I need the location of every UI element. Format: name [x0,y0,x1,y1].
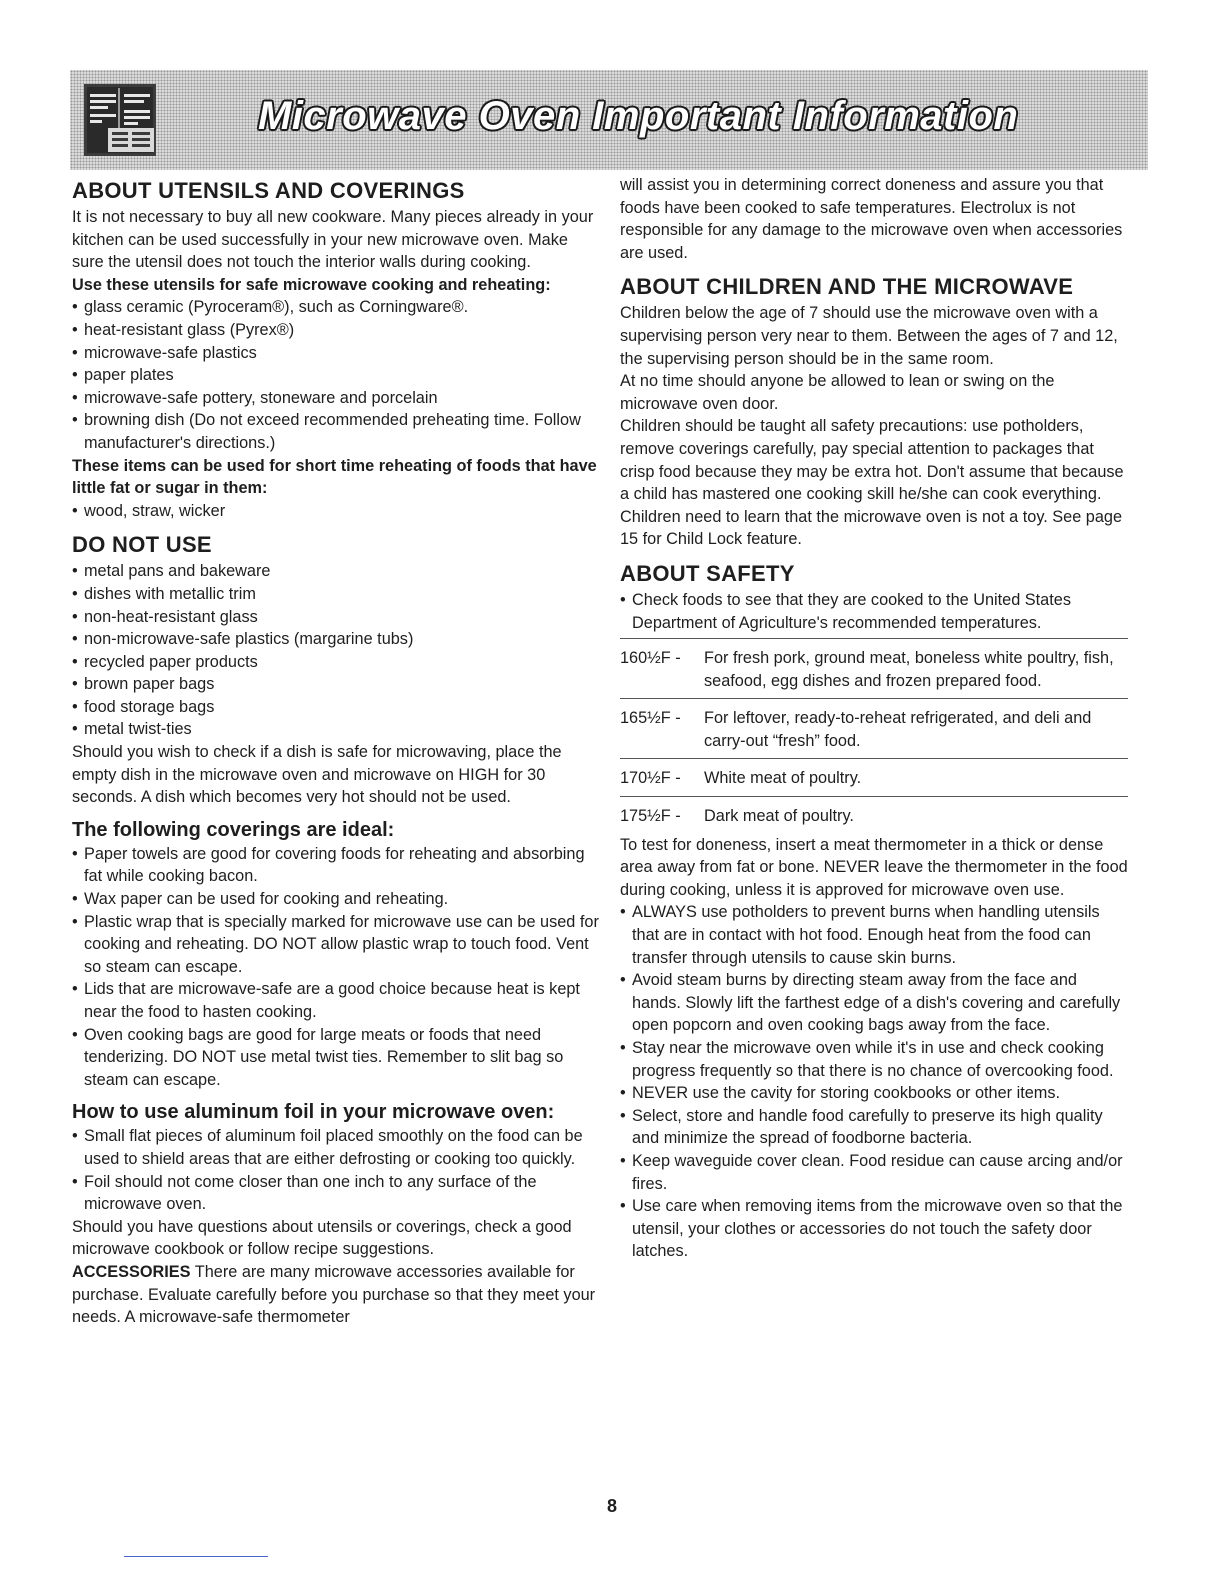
list-item: • brown paper bags [72,673,600,696]
list-item: • Lids that are microwave-safe are a good choice because heat is kept near the food to hasten cooking. [72,978,600,1023]
children-paragraph: Children need to learn that the microwave oven is not a toy. See page 15 for Child Lock feature. [620,507,1123,549]
children-heading: ABOUT CHILDREN AND THE MICROWAVE [620,274,1074,300]
accessories-continued: will assist you in determining correct doneness and assure you that foods have been cooked to safe temperatures. Electrolux is not responsible for any damage to the microwave oven when accessories are used. [620,176,1123,262]
children-paragraph: Children below the age of 7 should use the microwave oven with a supervising person very near to them. Between the ages of 7 and 12, the supervising person should be in the same room. [620,304,1118,368]
page-title: Microwave Oven Important Information [258,94,1019,138]
header-banner [70,70,1148,170]
list-item: • Small flat pieces of aluminum foil placed smoothly on the food can be used to shield areas that are either defrosting or cooking too quickly. [72,1125,600,1170]
list-item: • Stay near the microwave oven while it's in use and check cooking progress frequently so that there is no chance of overcooking food. [620,1037,1128,1082]
list-item: • microwave-safe pottery, stoneware and porcelain [72,387,600,410]
list-item: • food storage bags [72,696,600,719]
foil-list [72,1125,600,1215]
safety-heading: ABOUT SAFETY [620,560,795,586]
list-item: • glass ceramic (Pyroceram®), such as Corningware®. [72,296,600,319]
temperature-description: For leftover, ready-to-reheat refrigerated, and deli and carry-out “fresh” food. [704,709,1092,750]
temperature-description: Dark meat of poultry. [704,807,854,826]
list-item: • Keep waveguide cover clean. Food residue can cause arcing and/or fires. [620,1150,1128,1195]
list-item: • Check foods to see that they are cooked to the United States Department of Agriculture's recommended temperatures. [620,589,1128,634]
list-item: • Use care when removing items from the microwave oven so that the utensil, your clothes or accessories do not touch the safety door latches. [620,1195,1128,1263]
book-pages-icon [84,84,156,156]
list-item: • recycled paper products [72,651,600,674]
list-item: • metal twist-ties [72,718,600,741]
temperature-description: For fresh pork, ground meat, boneless white poultry, fish, seafood, egg dishes and frozen prepared food. [704,649,1114,690]
safety-intro-list [620,589,1128,634]
list-item: • browning dish (Do not exceed recommended preheating time. Follow manufacturer's directions.) [72,409,600,454]
left-column [72,174,600,1329]
list-item: • Oven cooking bags are good for large meats or foods that need tenderizing. DO NOT use metal twist ties. Remember to slit bag so steam can escape. [72,1024,600,1092]
do-not-use-heading: DO NOT USE [72,532,212,558]
temperature-value: 165½F - [620,709,681,728]
table-row [620,759,1128,797]
coverings-heading: The following coverings are ideal: [72,818,395,841]
safe-utensils-list [72,296,600,454]
list-item: • wood, straw, wicker [72,500,600,523]
table-row [620,639,1128,699]
list-item: • Paper towels are good for covering foods for reheating and absorbing fat while cooking bacon. [72,843,600,888]
foil-heading: How to use aluminum foil in your microwave oven: [72,1101,555,1124]
children-paragraph: Children should be taught all safety precautions: use potholders, remove coverings carefully, pay special attention to packages that crisp food because they may be extra hot. Don't assume that because a child has mastered one cooking skill he/she can cook everything. [620,417,1124,504]
list-item: • non-microwave-safe plastics (margarine tubs) [72,628,600,651]
temperature-value: 170½F - [620,769,681,788]
accessories-paragraph [72,1261,600,1329]
coverings-list [72,843,600,1092]
short-reheat-heading: These items can be used for short time reheating of foods that have little fat or sugar in them: [72,456,597,498]
accessories-text: There are many microwave accessories available for purchase. Evaluate carefully before you purchase so that they meet your needs. A microwave-safe thermometer [72,1262,596,1327]
utensils-heading: ABOUT UTENSILS AND COVERINGS [72,178,465,203]
do-not-use-list [72,560,600,741]
list-item: • heat-resistant glass (Pyrex®) [72,319,600,342]
short-reheat-list [72,500,600,523]
list-item: • Select, store and handle food carefully to preserve its high quality and minimize the spread of foodborne bacteria. [620,1105,1128,1150]
list-item: • dishes with metallic trim [72,583,600,606]
table-row [620,699,1128,759]
dish-test-paragraph: Should you wish to check if a dish is safe for microwaving, place the empty dish in the microwave oven and microwave on HIGH for 30 seconds. A dish which becomes very hot should not be used. [72,743,562,807]
temperature-value: 175½F - [620,807,681,826]
list-item: • paper plates [72,364,600,387]
list-item: • non-heat-resistant glass [72,606,600,629]
questions-paragraph: Should you have questions about utensils or coverings, check a good microwave cookbook or follow recipe suggestions. [72,1217,572,1259]
list-item: • Plastic wrap that is specially marked for microwave use can be used for cooking and reheating. DO NOT allow plastic wrap to touch food. Vent so steam can escape. [72,911,600,979]
utensils-intro: It is not necessary to buy all new cookware. Many pieces already in your kitchen can be used successfully in your new microwave oven. Make sure the utensil does not touch the interior walls during cooking. [72,208,594,272]
temperature-description: White meat of poultry. [704,769,862,788]
safety-list [620,901,1128,1263]
page-number: 8 [606,1496,617,1516]
temperature-table [620,638,1128,834]
list-item: • NEVER use the cavity for storing cookbooks or other items. [620,1082,1128,1105]
temperature-value: 160½F - [620,649,681,668]
safe-utensils-heading: Use these utensils for safe microwave cooking and reheating: [72,275,551,294]
list-item: • ALWAYS use potholders to prevent burns when handling utensils that are in contact with hot food. Enough heat from the food can transfer through utensils to cause skin burns. [620,901,1128,969]
children-paragraph: At no time should anyone be allowed to lean or swing on the microwave oven door. [620,372,1055,413]
list-item: • microwave-safe plastics [72,342,600,365]
list-item: • Avoid steam burns by directing steam away from the face and hands. Slowly lift the farthest edge of a dish's covering and carefully open popcorn and oven cooking bags away from the face. [620,969,1128,1037]
accessories-label: ACCESSORIES [72,1262,191,1281]
table-row [620,797,1128,834]
list-item: • Wax paper can be used for cooking and reheating. [72,888,600,911]
doneness-paragraph: To test for doneness, insert a meat thermometer in a thick or dense area away from fat or bone. NEVER leave the thermometer in the food during cooking, unless it is approved for microwave oven use. [620,835,1128,899]
list-item: • Foil should not come closer than one inch to any surface of the microwave oven. [72,1171,600,1216]
footer-divider [124,1556,268,1557]
list-item: • metal pans and bakeware [72,560,600,583]
right-column [620,174,1128,1263]
